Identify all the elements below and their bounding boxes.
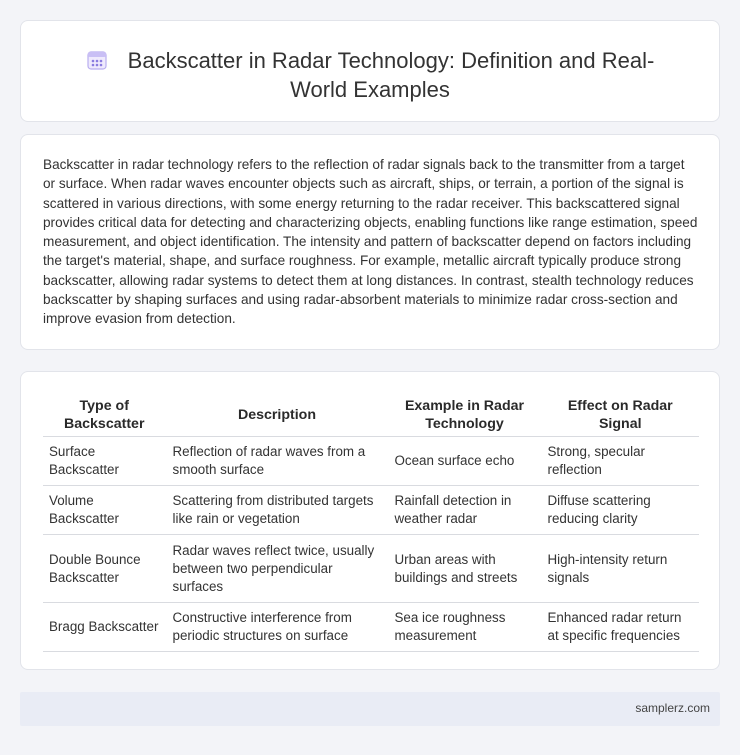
- table-cell: Sea ice roughness measurement: [388, 603, 541, 652]
- footer-bar: [20, 692, 720, 726]
- table-row: [43, 535, 699, 603]
- table-cell: Reflection of radar waves from a smooth surface: [166, 437, 388, 486]
- column-header: Effect on Radar Signal: [541, 394, 699, 437]
- table-row: [43, 603, 699, 652]
- table-cell: Bragg Backscatter: [43, 603, 166, 652]
- table-cell: Ocean surface echo: [388, 437, 541, 486]
- table-row: [43, 486, 699, 535]
- table-cell: High-intensity return signals: [541, 535, 699, 603]
- column-header: Example in Radar Technology: [388, 394, 541, 437]
- table-cell: Surface Backscatter: [43, 437, 166, 486]
- table-row: [43, 437, 699, 486]
- table-cell: Diffuse scattering reducing clarity: [541, 486, 699, 535]
- table-cell: Urban areas with buildings and streets: [388, 535, 541, 603]
- table-cell: Constructive interference from periodic structures on surface: [166, 603, 388, 652]
- intro-card: [20, 134, 720, 350]
- table-header-row: [43, 394, 699, 437]
- table-cell: Scattering from distributed targets like rain or vegetation: [166, 486, 388, 535]
- table-cell: Strong, specular reflection: [541, 437, 699, 486]
- intro-paragraph: Backscatter in radar technology refers to the reflection of radar signals back to the transmitter from a target or surface. When radar waves encounter objects such as aircraft, ships, or terrain, a portion of the signal is scattered in various directions, with some energy returning to the radar receiver. This backscattered signal provides critical data for detecting and characterizing objects, enabling functions like range estimation, speed measurement, and object identification. The intensity and pattern of backscatter depend on factors including the target's material, shape, and surface roughness. For example, metallic aircraft typically produce strong backscatter, allowing radar systems to detect them at long distances. In contrast, stealth technology reduces backscatter by shaping surfaces and using radar-absorbent materials to minimize radar cross-section and improve evasion from detection.: [43, 157, 698, 327]
- backscatter-table: [43, 394, 699, 652]
- footer-site-link[interactable]: samplerz.com: [635, 701, 710, 715]
- column-header: Type of Backscatter: [43, 394, 166, 437]
- table-cell: Volume Backscatter: [43, 486, 166, 535]
- title-card: [20, 20, 720, 122]
- table-card: [20, 371, 720, 670]
- calendar-grid-icon: [86, 49, 108, 71]
- table-cell: Enhanced radar return at specific frequencies: [541, 603, 699, 652]
- table-cell: Radar waves reflect twice, usually between two perpendicular surfaces: [166, 535, 388, 603]
- page-title: Backscatter in Radar Technology: Definition and Real-World Examples: [127, 48, 655, 102]
- page-title-wrap: [61, 46, 679, 104]
- table-cell: Rainfall detection in weather radar: [388, 486, 541, 535]
- table-cell: Double Bounce Backscatter: [43, 535, 166, 603]
- column-header: Description: [166, 394, 388, 437]
